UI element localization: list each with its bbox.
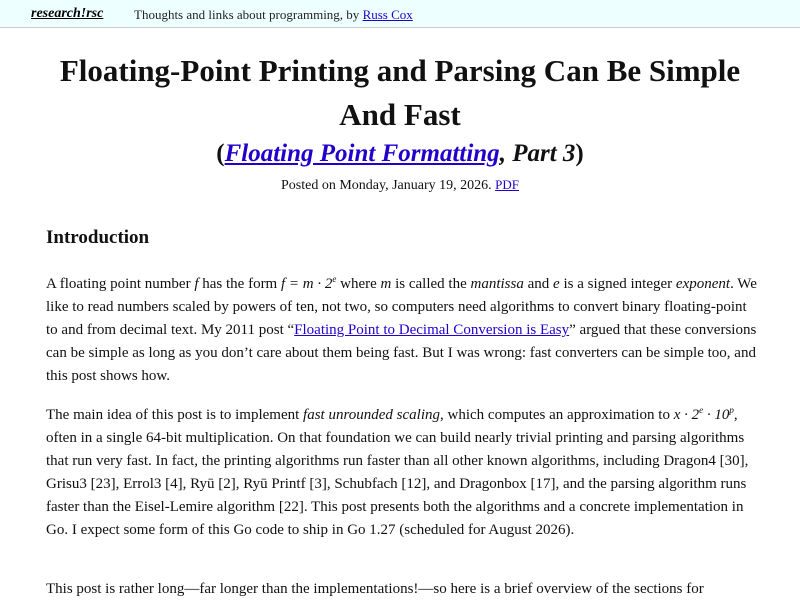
p1-text-5: and [523,276,554,292]
post-title: Floating-Point Printing and Parsing Can Be Simple And Fast [59,53,741,132]
site-header [0,0,800,28]
series-part: , Part 3 [499,140,576,167]
math-exponent-p: p [729,405,734,415]
paragraph-3 [46,578,758,601]
math-m: m [380,276,392,292]
p2-text-1: The main idea of this post is to implement [46,407,304,423]
p1-text-8: ” argued that these conversions can be simple as long as you don’t care about them being fast. But I was wrong: fast converters can be simple too, and this post shows how. [46,322,757,384]
posted-on-text: Posted on Monday, January 19, 2026. [281,178,492,193]
math-x-scaling: x · 2 [673,407,700,423]
p1-text-2: has the form [198,276,281,292]
math-e: e [553,276,560,292]
term-exponent: exponent [675,276,731,292]
section-heading: Introduction [46,227,150,248]
tagline-text: Thoughts and links about programming, by [134,7,363,22]
p1-text-4: is called the [391,276,471,292]
series-link[interactable]: Floating Point Formatting [224,140,500,167]
p1-text-7: . We like to read numbers scaled by powers of ten, not two, so computers need algorithms to convert binary floating-point to and from decimal text. My 2011 post “ [46,276,757,338]
math-f: f [194,276,199,292]
prior-post-link[interactable]: Floating Point to Decimal Conversion is Easy [294,322,570,338]
post-date [0,177,800,194]
series-subtitle: (Floating Point Formatting, Part 3) [216,140,584,167]
math-exponent-e-2: e [699,405,704,415]
tagline [134,7,413,23]
paragraph-1 [46,268,758,388]
math-equation: f = m · 2 [280,276,333,292]
p1-text-6: is a signed integer [559,276,676,292]
term-fast-unrounded-scaling: fast unrounded scaling [303,407,440,423]
paragraph-2 [46,399,758,542]
p2-text-3: , often in a single 64-bit multiplication. On that foundation we can build nearly trivial printing and parsing algorithms that run very fast. In fact, the printing algorithms run faster than all other known algorithms, including Dragon4 [30], Grisu3 [23], Errol3 [4], Ryū [2], Ryū Printf [3], Schubfach [12], and Dragonbox [17], and the parsing algorithm runs faster than the Eisel-Lemire algorithm [22]. This post presents both the algorithms and a concrete implementation in Go. I expect some form of this Go code to ship in Go 1.27 (scheduled for August 2026). [46,407,749,538]
p2-text-2: , which computes an approximation to [440,407,674,423]
pdf-link[interactable]: PDF [495,177,519,192]
p1-text-3: where [336,276,381,292]
p3-text-1: This post is rather long—far longer than the implementations!—so here is a brief overview of the sections for [46,581,704,597]
blog-name-link[interactable]: research!rsc [31,6,104,21]
term-mantissa: mantissa [470,276,524,292]
author-link[interactable]: Russ Cox [362,7,413,22]
p1-text-1: A floating point number [46,276,195,292]
math-ten-power: · 10 [703,407,730,423]
math-exponent-e: e [332,274,337,284]
